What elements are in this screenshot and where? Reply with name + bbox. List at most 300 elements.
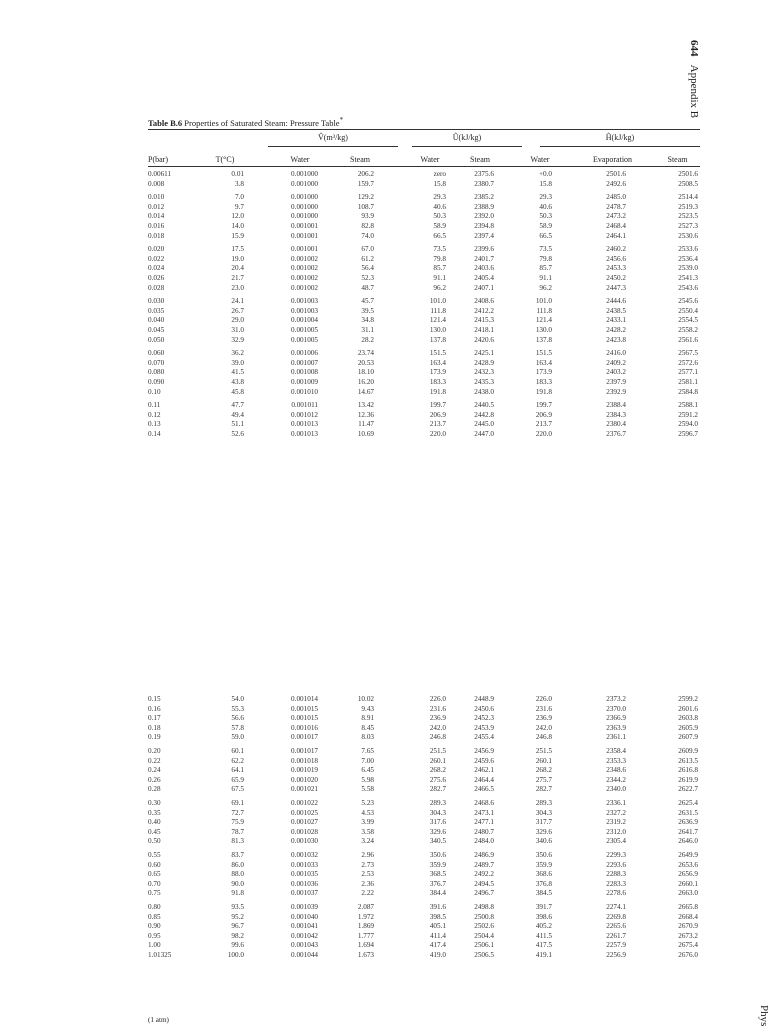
table-cell: 2601.6 (678, 704, 698, 713)
table-cell: 2641.7 (678, 827, 698, 836)
section-label: Appendix B (688, 64, 700, 119)
table-cell: 0.90 (148, 922, 161, 931)
table-cell: 0.018 (148, 231, 165, 240)
table-cell: 417.5 (535, 941, 552, 950)
table-cell: 398.5 (429, 912, 446, 921)
table-cell: 275.6 (429, 775, 446, 784)
table-cell: 151.5 (535, 349, 552, 358)
table-cell: 0.001043 (291, 941, 318, 950)
table-cell: 2609.9 (678, 747, 698, 755)
table-cell: 304.3 (535, 808, 552, 817)
table-label: Table B.6 (148, 117, 183, 128)
table-cell: 2675.4 (678, 941, 698, 950)
table-cell: 2466.5 (474, 785, 494, 794)
table-cell: 268.2 (535, 766, 552, 775)
table-cell: 2514.4 (678, 193, 698, 202)
table-cell: 2502.6 (474, 922, 494, 931)
table-cell: 81.3 (231, 837, 244, 846)
column-header: Steam (470, 155, 490, 164)
table-cell: 93.5 (231, 903, 244, 911)
table-cell: 2616.8 (678, 766, 698, 775)
table-cell: 96.2 (433, 283, 446, 292)
table-cell: 24.1 (231, 297, 244, 306)
table-cell: 0.001019 (291, 766, 318, 775)
table-cell: 0.060 (148, 349, 165, 358)
table-cell: 0.001000 (291, 179, 318, 188)
column-header: Water (420, 155, 440, 164)
table-cell: 0.001000 (291, 212, 318, 221)
table-cell: 242.0 (535, 723, 552, 732)
table-cell: 72.7 (231, 808, 244, 817)
table-cell: 220.0 (535, 430, 552, 438)
table-cell: 0.26 (148, 775, 161, 784)
table-cell: 2370.0 (606, 704, 626, 713)
table-cell: 20.53 (357, 358, 374, 367)
table-cell: 0.001000 (291, 202, 318, 211)
table-cell: 2558.2 (678, 326, 698, 334)
table-cell: 2456.9 (474, 747, 494, 755)
table-cell: 260.1 (535, 756, 552, 765)
table-cell: 100.0 (227, 951, 244, 959)
table-cell: 2380.4 (606, 420, 626, 429)
table-cell: 2388.9 (474, 202, 494, 211)
table-cell: 121.4 (429, 316, 446, 325)
volume-group-header: V̂(m³/kg) (318, 133, 348, 142)
table-title: Properties of Saturated Steam: Pressure Table (184, 117, 340, 128)
table-cell: 2464.1 (606, 231, 626, 240)
table-cell: 0.001042 (291, 931, 318, 940)
table-cell: 2504.4 (474, 931, 494, 940)
column-header: P(bar) (148, 155, 168, 164)
table-cell: 2501.6 (606, 170, 626, 178)
table-cell: 2453.3 (606, 264, 626, 273)
table-cell: 2416.0 (606, 349, 626, 358)
table-cell: 159.7 (357, 179, 374, 188)
table-cell: 26.7 (231, 306, 244, 315)
table-cell: 2539.0 (678, 264, 698, 273)
table-cell: 0.001020 (291, 775, 318, 784)
table-cell: 29.3 (539, 193, 552, 202)
table-cell: 0.001002 (291, 283, 318, 292)
energy-group-rule (412, 146, 522, 147)
table-cell: 137.8 (429, 335, 446, 344)
table-cell: 73.5 (539, 245, 552, 254)
table-cell: 2596.7 (678, 430, 698, 438)
table-cell: 2336.1 (606, 799, 626, 807)
table-cell: 2269.8 (606, 912, 626, 921)
table-cell: 359.9 (429, 860, 446, 869)
table-cell: 384.5 (535, 889, 552, 898)
table-cell: 85.7 (539, 264, 552, 273)
table-cell: 236.9 (535, 714, 552, 723)
table-cell: 79.8 (433, 254, 446, 263)
table-cell: 58.9 (539, 222, 552, 230)
table-cell: 2409.2 (606, 358, 626, 367)
table-cell: 0.001001 (291, 231, 318, 240)
table-cell: 0.016 (148, 222, 165, 230)
table-cell: 1.869 (357, 922, 374, 931)
enthalpy-group-header: Ĥ(kJ/kg) (605, 133, 635, 142)
table-cell: 2545.6 (678, 297, 698, 306)
table-cell: 2274.1 (606, 903, 626, 911)
table-cell: 7.65 (361, 747, 374, 755)
table-cell: 0.001028 (291, 827, 318, 836)
table-cell: 398.6 (535, 912, 552, 921)
table-cell: 0.20 (148, 747, 161, 755)
table-cell: 384.4 (429, 889, 446, 898)
table-cell: 0.001002 (291, 264, 318, 273)
table-cell: 8.91 (361, 714, 374, 723)
table-cell: 2456.6 (606, 254, 626, 263)
table-cell: 2442.8 (474, 410, 494, 419)
table-cell: 2543.6 (678, 283, 698, 292)
table-cell: 391.6 (429, 903, 446, 911)
table-cell: 251.5 (535, 747, 552, 755)
table-cell: 0.80 (148, 903, 161, 911)
table-cell: 1.777 (357, 931, 374, 940)
table-cell: 0.16 (148, 704, 161, 713)
table-cell: 2344.2 (606, 775, 626, 784)
table-cell: 2588.1 (678, 401, 698, 410)
table-cell: 2459.6 (474, 756, 494, 765)
table-cell: 0.17 (148, 714, 161, 723)
table-cell: 2447.0 (474, 430, 494, 438)
table-cell: 18.10 (357, 368, 374, 377)
table-cell: 3.24 (361, 837, 374, 846)
table-cell: 6.45 (361, 766, 374, 775)
table-cell: 4.53 (361, 808, 374, 817)
table-cell: 242.0 (429, 723, 446, 732)
table-cell: 29.3 (433, 193, 446, 202)
table-cell: 96.2 (539, 283, 552, 292)
table-cell: 52.6 (231, 430, 244, 438)
table-cell: 45.8 (231, 387, 244, 396)
table-cell: 2.087 (357, 903, 374, 911)
table-cell: 2319.2 (606, 818, 626, 827)
column-header: Evaporation (592, 155, 633, 164)
column-header: Steam (667, 155, 688, 164)
table-cell: 2.22 (361, 889, 374, 898)
table-cell: 2278.6 (606, 889, 626, 898)
table-cell: 2428.2 (606, 326, 626, 334)
table-cell: 2462.1 (474, 766, 494, 775)
table-cell: 0.001027 (291, 818, 318, 827)
table-cell: 2460.2 (606, 245, 626, 254)
table-cell: 340.6 (535, 837, 552, 846)
table-cell: 0.001032 (291, 851, 318, 859)
table-cell: 0.001015 (291, 704, 318, 713)
table-cell: 2403.2 (606, 368, 626, 377)
table-cell: 2380.7 (474, 179, 494, 188)
table-cell: 226.0 (535, 695, 552, 703)
table-cell: 96.7 (231, 922, 244, 931)
table-cell: 2444.6 (606, 297, 626, 306)
enthalpy-group-rule (540, 146, 700, 147)
table-cell: 2401.7 (474, 254, 494, 263)
table-cell: 2473.1 (474, 808, 494, 817)
table-cell: 2392.0 (474, 212, 494, 221)
column-header: Steam (350, 155, 370, 164)
table-cell: 2506.1 (474, 941, 494, 950)
table-cell: 64.1 (231, 766, 244, 775)
table-cell: 2423.8 (606, 335, 626, 344)
table-cell: 65.9 (231, 775, 244, 784)
table-cell: 2312.0 (606, 827, 626, 836)
table-cell: 2288.3 (606, 870, 626, 879)
table-cell: 350.6 (429, 851, 446, 859)
table-cell: 2257.9 (606, 941, 626, 950)
table-cell: 2450.2 (606, 274, 626, 282)
table-cell: 2594.0 (678, 420, 698, 429)
side-text: Phys (758, 1005, 770, 1026)
table-cell: 0.40 (148, 818, 161, 827)
table-cell: 2622.7 (678, 785, 698, 794)
table-cell: 2375.6 (474, 170, 494, 178)
table-cell: 0.11 (148, 401, 161, 410)
table-cell: 9.43 (361, 704, 374, 713)
table-cell: 0.95 (148, 931, 161, 940)
table-cell: 83.7 (231, 851, 244, 859)
table-cell: 0.00611 (148, 170, 172, 178)
table-cell: 0.70 (148, 879, 161, 888)
table-cell: 52.3 (361, 274, 374, 282)
table-cell: 2293.6 (606, 860, 626, 869)
table-cell: 2605.9 (678, 723, 698, 732)
table-cell: 0.001005 (291, 326, 318, 334)
table-cell: 2363.9 (606, 723, 626, 732)
table-cell: 0.001004 (291, 316, 318, 325)
table-cell: 2397.4 (474, 231, 494, 240)
table-cell: 329.6 (535, 827, 552, 836)
table-cell: 2485.0 (606, 193, 626, 202)
table-cell: 5.98 (361, 775, 374, 784)
table-cell: 2.96 (361, 851, 374, 859)
table-cell: 2599.2 (678, 695, 698, 703)
table-cell: 79.8 (539, 254, 552, 263)
table-cell: 0.65 (148, 870, 161, 879)
table-cell: 0.001022 (291, 799, 318, 807)
table-cell: 173.9 (535, 368, 552, 377)
table-cell: 350.6 (535, 851, 552, 859)
table-cell: 2256.9 (606, 951, 626, 959)
table-cell: 2670.9 (678, 922, 698, 931)
table-cell: 2428.9 (474, 358, 494, 367)
table-cell: 0.001017 (291, 733, 318, 742)
table-cell: 2572.6 (678, 358, 698, 367)
table-cell: 2348.6 (606, 766, 626, 775)
table-cell: 78.7 (231, 827, 244, 836)
table-cell: 0.45 (148, 827, 161, 836)
table-cell: 10.69 (357, 430, 374, 438)
table-cell: 2591.2 (678, 410, 698, 419)
table-cell: 15.8 (433, 179, 446, 188)
table-cell: 2438.0 (474, 387, 494, 396)
table-cell: 2435.3 (474, 378, 494, 386)
table-cell: 2450.6 (474, 704, 494, 713)
table-cell: 15.8 (539, 179, 552, 188)
table-cell: 0.090 (148, 378, 165, 386)
table-cell: +0.0 (538, 170, 552, 178)
table-cell: 220.0 (429, 430, 446, 438)
table-cell: 11.47 (358, 420, 374, 429)
table-cell: 419.0 (429, 951, 446, 959)
table-cell: 2631.5 (678, 808, 698, 817)
table-cell: 2676.0 (678, 951, 698, 959)
table-cell: 0.001000 (291, 170, 318, 178)
table-cell: 0.55 (148, 851, 161, 859)
table-cell: 0.001003 (291, 297, 318, 306)
table-cell: 183.3 (535, 378, 552, 386)
table-cell: 246.8 (429, 733, 446, 742)
table-cell: 2607.9 (678, 733, 698, 742)
table-cell: 282.7 (429, 785, 446, 794)
table-cell: 2496.7 (474, 889, 494, 898)
table-cell: 2392.9 (606, 387, 626, 396)
table-cell: 101.0 (429, 297, 446, 306)
table-cell: 17.5 (231, 245, 244, 254)
table-cell: 111.8 (430, 306, 446, 315)
table-cell: 2649.9 (678, 851, 698, 859)
table-cell: 0.001041 (291, 922, 318, 931)
table-cell: 2408.6 (474, 297, 494, 306)
table-cell: 2480.7 (474, 827, 494, 836)
table-cell: 56.4 (361, 264, 374, 273)
table-cell: 0.60 (148, 860, 161, 869)
table-cell: 5.58 (361, 785, 374, 794)
table-cell: 3.58 (361, 827, 374, 836)
table-cell: 260.1 (429, 756, 446, 765)
table-cell: 121.4 (535, 316, 552, 325)
table-cell: 39.5 (361, 306, 374, 315)
table-cell: 85.7 (433, 264, 446, 273)
table-cell: 2484.0 (474, 837, 494, 846)
table-cell: 5.23 (361, 799, 374, 807)
table-cell: 2373.2 (606, 695, 626, 703)
table-cell: 0.85 (148, 912, 161, 921)
table-cell: 16.20 (357, 378, 374, 386)
table-cell: 2625.4 (678, 799, 698, 807)
table-cell: 2366.9 (606, 714, 626, 723)
table-cell: 57.8 (231, 723, 244, 732)
table-cell: 2665.8 (678, 903, 698, 911)
table-cell: 2468.6 (474, 799, 494, 807)
table-cell: 0.001001 (291, 245, 318, 254)
table-cell: 2498.8 (474, 903, 494, 911)
table-cell: 2673.2 (678, 931, 698, 940)
table-cell: 304.3 (429, 808, 446, 817)
table-cell: 2453.9 (474, 723, 494, 732)
top-rule (148, 129, 700, 130)
table-cell: 0.008 (148, 179, 165, 188)
table-cell: 0.028 (148, 283, 165, 292)
table-cell: 2554.5 (678, 316, 698, 325)
table-cell: 0.026 (148, 274, 165, 282)
table-cell: 137.8 (535, 335, 552, 344)
table-cell: 2376.7 (606, 430, 626, 438)
table-cell: 39.0 (231, 358, 244, 367)
table-cell: 0.001033 (291, 860, 318, 869)
table-cell: 55.3 (231, 704, 244, 713)
table-cell: 20.4 (231, 264, 244, 273)
table-cell: 75.9 (231, 818, 244, 827)
table-cell: 368.6 (535, 870, 552, 879)
table-cell: 0.001044 (291, 951, 318, 959)
table-cell: 0.001006 (291, 349, 318, 358)
table-cell: 2663.0 (678, 889, 698, 898)
table-cell: 0.75 (148, 889, 161, 898)
table-cell: 0.001013 (291, 420, 318, 429)
table-cell: 91.1 (433, 274, 446, 282)
table-cell: 0.050 (148, 335, 165, 344)
table-cell: 0.18 (148, 723, 161, 732)
table-cell: 0.014 (148, 212, 165, 221)
table-cell: 0.01 (231, 170, 244, 178)
table-cell: 73.5 (433, 245, 446, 254)
table-cell: 0.080 (148, 368, 165, 377)
table-cell: 2577.1 (678, 368, 698, 377)
table-cell: 108.7 (357, 202, 374, 211)
table-cell: 0.030 (148, 297, 165, 306)
table-cell: 163.4 (535, 358, 552, 367)
table-cell: 0.022 (148, 254, 165, 263)
table-cell: 213.7 (535, 420, 552, 429)
table-cell: 2261.7 (606, 931, 626, 940)
table-cell: 183.3 (429, 378, 446, 386)
table-cell: 31.1 (361, 326, 374, 334)
table-cell: 0.001012 (291, 410, 318, 419)
table-cell: 206.9 (429, 410, 446, 419)
table-cell: 2581.1 (678, 378, 698, 386)
table-cell: 0.001000 (291, 193, 318, 202)
table-cell: 2489.7 (474, 860, 494, 869)
table-cell: 2603.8 (678, 714, 698, 723)
table-cell: 151.5 (429, 349, 446, 358)
table-cell: 130.0 (429, 326, 446, 334)
table-cell: 2.73 (361, 860, 374, 869)
table-cell: 236.9 (429, 714, 446, 723)
table-cell: 48.7 (361, 283, 374, 292)
table-cell: 163.4 (429, 358, 446, 367)
table-cell: 289.3 (429, 799, 446, 807)
table-cell: 0.001009 (291, 378, 318, 386)
table-cell: 376.7 (429, 879, 446, 888)
table-cell: 0.001014 (291, 695, 318, 703)
table-cell: 1.673 (357, 951, 374, 959)
table-cell: 0.001040 (291, 912, 318, 921)
table-cell: 2477.1 (474, 818, 494, 827)
table-cell: 2541.3 (678, 274, 698, 282)
table-cell: 2656.9 (678, 870, 698, 879)
table-cell: 23.74 (357, 349, 374, 358)
table-cell: 74.0 (361, 231, 374, 240)
table-cell: 199.7 (535, 401, 552, 410)
table-cell: 36.2 (231, 349, 244, 358)
table-cell: 19.0 (231, 254, 244, 263)
table-cell: 2.36 (361, 879, 374, 888)
table-cell: 1.01325 (148, 951, 172, 959)
table-cell: 2468.4 (606, 222, 626, 230)
table-cell: 0.13 (148, 420, 161, 429)
energy-group-header: Û(kJ/kg) (452, 133, 482, 142)
table-cell: 93.9 (361, 212, 374, 221)
table-cell: 173.9 (429, 368, 446, 377)
table-cell: 0.001021 (291, 785, 318, 794)
table-cell: 0.045 (148, 326, 165, 334)
table-cell: 1.972 (357, 912, 374, 921)
table-cell: 14.67 (357, 387, 374, 396)
table-cell: 2447.3 (606, 283, 626, 292)
table-cell: 2361.1 (606, 733, 626, 742)
